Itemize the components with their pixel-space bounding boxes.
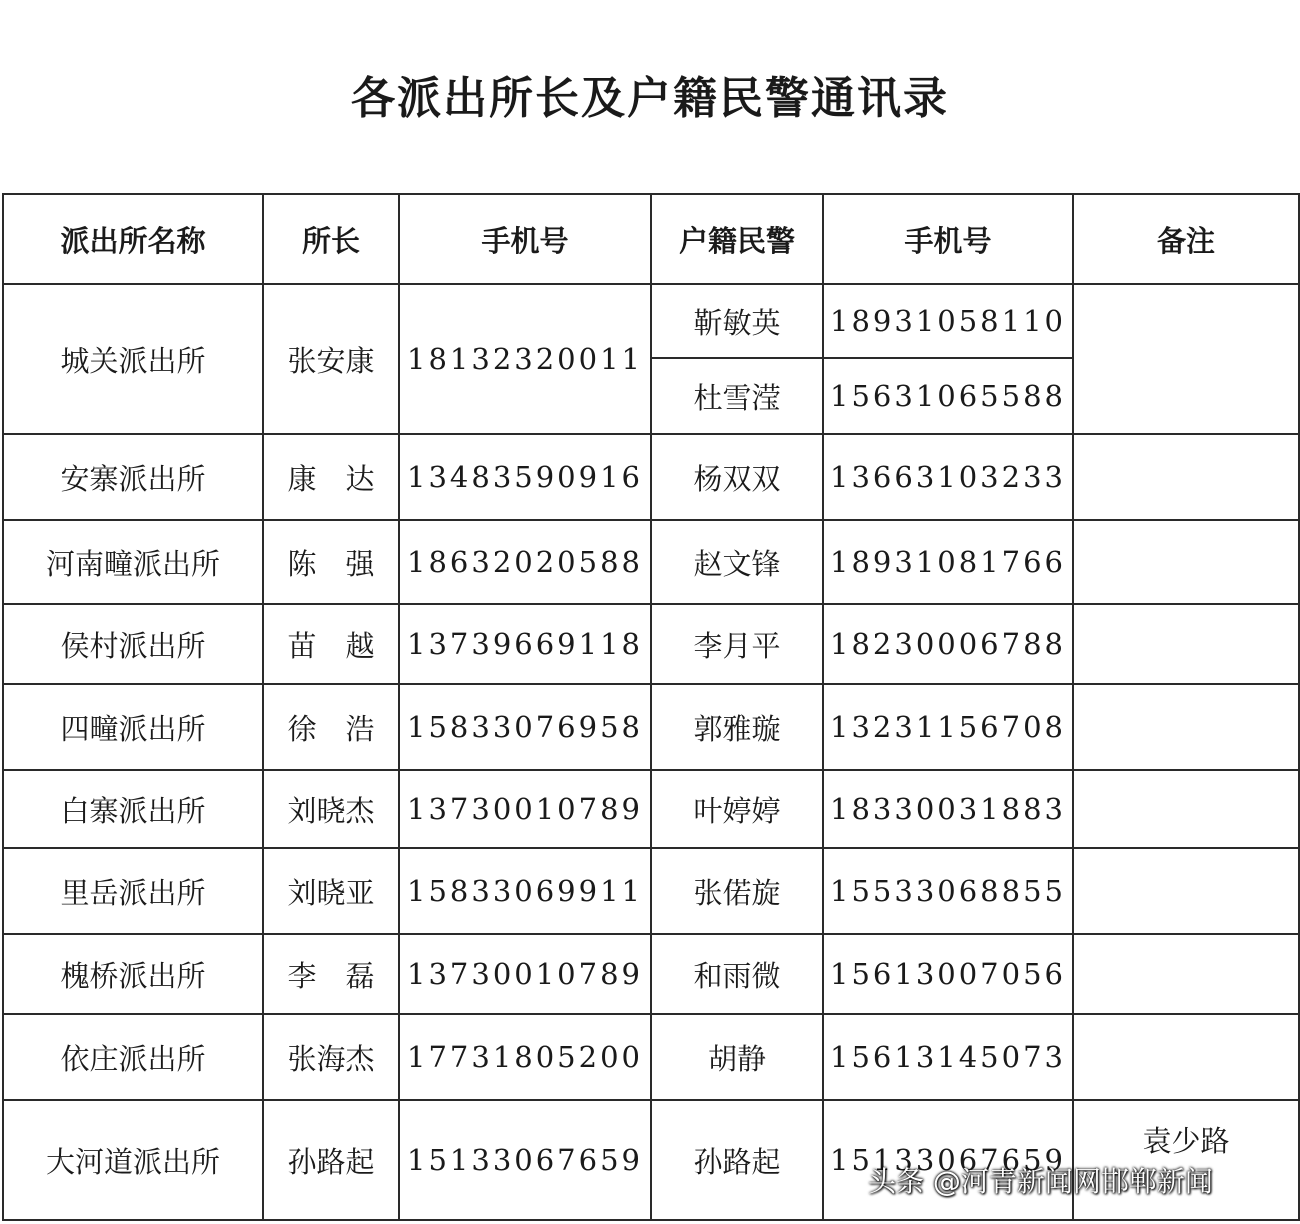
officer-cell: 胡静 (651, 1014, 823, 1100)
station-cell: 城关派出所 (3, 284, 263, 434)
officer-phone-cell: 18330031883 (823, 770, 1073, 848)
chief-cell: 孙路起 (263, 1100, 399, 1220)
chief-cell: 李 磊 (263, 934, 399, 1014)
officer-phone-cell: 15613007056 (823, 934, 1073, 1014)
chief-phone-cell: 13730010789 (399, 770, 651, 848)
chief-phone-cell: 15833076958 (399, 684, 651, 770)
note-cell (1073, 770, 1299, 848)
station-cell: 里岳派出所 (3, 848, 263, 934)
officer-phone-cell: 13231156708 (823, 684, 1073, 770)
header-row (3, 194, 1299, 284)
chief-cell: 张安康 (263, 284, 399, 434)
chief-phone-cell: 17731805200 (399, 1014, 651, 1100)
station-cell: 白寨派出所 (3, 770, 263, 848)
table-row (3, 770, 1299, 848)
chief-cell: 康 达 (263, 434, 399, 520)
chief-cell: 苗 越 (263, 604, 399, 684)
station-cell: 安寨派出所 (3, 434, 263, 520)
officer-cell: 靳敏英 (651, 284, 823, 358)
header-officer: 户籍民警 (651, 194, 823, 284)
chief-phone-cell: 13730010789 (399, 934, 651, 1014)
contact-table (2, 193, 1300, 1221)
chief-cell: 张海杰 (263, 1014, 399, 1100)
table-row (3, 1014, 1299, 1100)
officer-phone-cell: 15613145073 (823, 1014, 1073, 1100)
note-cell (1073, 604, 1299, 684)
table-row (3, 684, 1299, 770)
officer-phone-cell: 15533068855 (823, 848, 1073, 934)
officer-cell: 叶婷婷 (651, 770, 823, 848)
officer-phone-cell: 18931081766 (823, 520, 1073, 604)
chief-phone-cell: 15133067659 (399, 1100, 651, 1220)
chief-phone-cell: 15833069911 (399, 848, 651, 934)
table-row (3, 848, 1299, 934)
chief-phone-cell: 13739669118 (399, 604, 651, 684)
note-cell (1073, 1014, 1299, 1100)
note-cell (1073, 284, 1299, 434)
officer-cell: 张偌旋 (651, 848, 823, 934)
chief-phone-cell: 13483590916 (399, 434, 651, 520)
note-cell (1073, 520, 1299, 604)
source-watermark: 头条 @河青新闻网邯郸新闻 (868, 1165, 1213, 1198)
officer-phone-cell: 18230006788 (823, 604, 1073, 684)
officer-cell: 杜雪滢 (651, 358, 823, 434)
note-cell (1073, 434, 1299, 520)
document-title: 各派出所长及户籍民警通讯录 (351, 73, 949, 124)
header-note: 备注 (1073, 194, 1299, 284)
officer-cell: 李月平 (651, 604, 823, 684)
station-cell: 槐桥派出所 (3, 934, 263, 1014)
officer-cell: 杨双双 (651, 434, 823, 520)
header-officer-phone: 手机号 (823, 194, 1073, 284)
table-row (3, 604, 1299, 684)
officer-cell: 和雨微 (651, 934, 823, 1014)
station-cell: 侯村派出所 (3, 604, 263, 684)
officer-phone-cell: 18931058110 (823, 284, 1073, 358)
header-station: 派出所名称 (3, 194, 263, 284)
officer-cell: 郭雅璇 (651, 684, 823, 770)
officer-phone-cell: 13663103233 (823, 434, 1073, 520)
chief-cell: 刘晓杰 (263, 770, 399, 848)
station-cell: 依庄派出所 (3, 1014, 263, 1100)
note-cell (1073, 848, 1299, 934)
chief-cell: 陈 强 (263, 520, 399, 604)
chief-cell: 刘晓亚 (263, 848, 399, 934)
table-row (3, 520, 1299, 604)
officer-phone-cell: 15631065588 (823, 358, 1073, 434)
table-row (3, 934, 1299, 1014)
station-cell: 大河道派出所 (3, 1100, 263, 1220)
chief-phone-cell: 18132320011 (399, 284, 651, 434)
header-chief-phone: 手机号 (399, 194, 651, 284)
chief-phone-cell: 18632020588 (399, 520, 651, 604)
note-cell: 袁少路 (1073, 1100, 1299, 1220)
officer-phone-cell: 15133067659 (823, 1100, 1073, 1220)
station-cell: 四疃派出所 (3, 684, 263, 770)
table-row (3, 434, 1299, 520)
header-chief: 所长 (263, 194, 399, 284)
officer-cell: 孙路起 (651, 1100, 823, 1220)
officer-cell: 赵文锋 (651, 520, 823, 604)
note-cell (1073, 934, 1299, 1014)
note-cell (1073, 684, 1299, 770)
table-row (3, 284, 1299, 358)
station-cell: 河南疃派出所 (3, 520, 263, 604)
chief-cell: 徐 浩 (263, 684, 399, 770)
